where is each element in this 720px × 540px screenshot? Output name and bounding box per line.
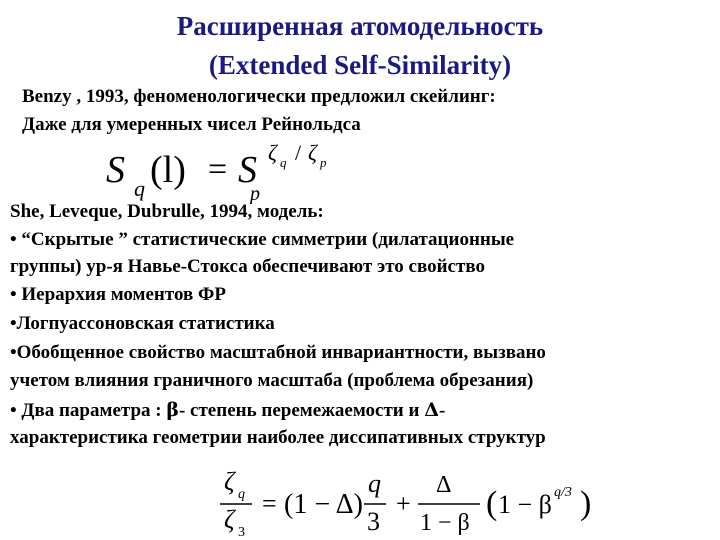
- bullet2: • Иерархия моментов ФР: [10, 284, 226, 305]
- bullet5-suffix: -: [438, 400, 446, 421]
- formula2-zeta-num: ζ: [224, 467, 235, 496]
- formula2-plus: +: [396, 489, 411, 518]
- bullet5-line2: характеристика геометрии наиболее диссипативных структур: [10, 427, 546, 448]
- formula1-zeta-q-sub: q: [280, 155, 287, 170]
- formula2-one-minus: 1 − β: [498, 490, 552, 519]
- bullet5-prefix: • Два параметра :: [10, 400, 167, 421]
- formula2-term1: (1 − Δ): [284, 489, 363, 520]
- formula1-zeta-p: ζ: [308, 142, 317, 165]
- benzy-line1: Benzy , 1993, феноменологически предложил скейлинг:: [22, 86, 496, 107]
- formula1-S-p: S: [238, 149, 257, 191]
- formula1-zeta-q: ζ: [268, 142, 277, 165]
- formula2-zeta-den-sub: 3: [238, 525, 245, 540]
- slide-title-line2: (Extended Self-Similarity): [208, 50, 512, 80]
- bullet1-line1: • “Скрытые ” статистические симметрии (дилатационные: [10, 229, 515, 250]
- she-leveque-formula: [218, 462, 598, 540]
- formula2-three: 3: [367, 507, 380, 536]
- bullet4-line1: •Обобщенное свойство масштабной инвариантности, вызвано: [10, 342, 546, 363]
- formula1-q-sub: q: [134, 176, 145, 201]
- benzy-line2: Даже для умеренных чисел Рейнольдса: [22, 114, 361, 135]
- bullet4-line2: учетом влияния граничного масштаба (проблема обрезания): [10, 370, 534, 391]
- beta-symbol: β: [166, 399, 179, 421]
- formula2-zeta-num-sub: q: [238, 487, 245, 502]
- she-heading: She, Leveque, Dubrulle, 1994, модель:: [10, 201, 324, 222]
- formula1-equals: =: [208, 151, 228, 188]
- formula2-q: q: [368, 469, 381, 498]
- bullet5-line1: [10, 398, 445, 423]
- delta-symbol: Δ: [424, 399, 439, 421]
- formula2-zeta-den: ζ: [224, 505, 235, 534]
- formula1-S: S: [106, 149, 125, 191]
- formula1-l-paren: (l): [150, 149, 186, 191]
- formula1-slash: /: [295, 142, 302, 165]
- formula2-one-minus-beta: 1 − β: [420, 510, 470, 536]
- bullet5-mid: - степень перемежаемости и: [178, 400, 425, 421]
- formula1-zeta-p-sub: p: [320, 155, 327, 170]
- formula2-exponent: q/3: [554, 485, 572, 500]
- bullet1-line2: группы) ур-я Навье-Стокса обеспечивают это свойство: [10, 256, 485, 277]
- formula2-delta: Δ: [436, 472, 452, 498]
- formula1-p-sub: p: [250, 183, 260, 204]
- ess-scaling-formula: [100, 142, 380, 204]
- slide-title-line1: Расширенная атомодельность: [176, 11, 544, 41]
- formula2-close-paren: ): [580, 485, 592, 522]
- bullet3: •Логпуассоновская статистика: [10, 313, 275, 334]
- formula2-open-paren: (: [486, 485, 498, 522]
- formula2-equals: =: [262, 489, 277, 518]
